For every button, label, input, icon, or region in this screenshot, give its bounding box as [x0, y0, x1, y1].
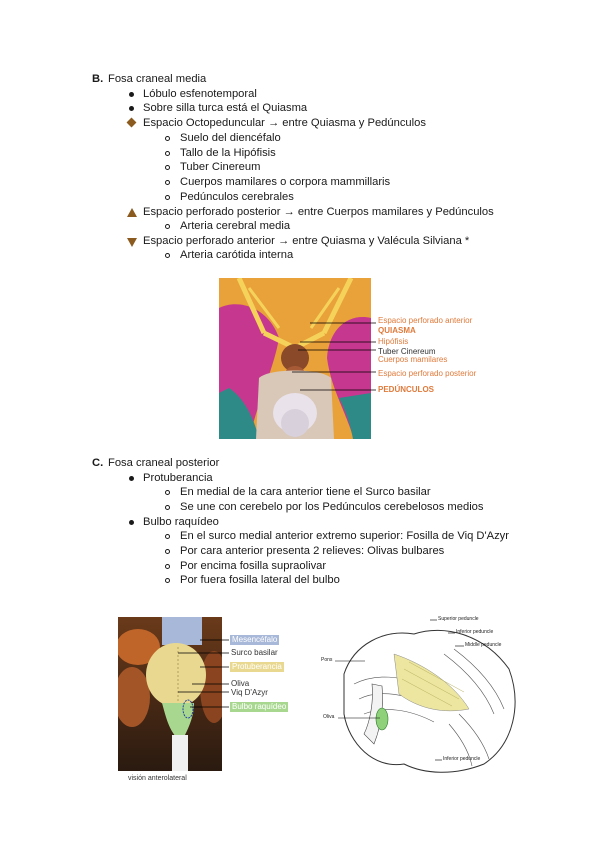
- diamond-bullet-icon: [127, 118, 137, 128]
- list-item: Tallo de la Hipófisis: [180, 147, 276, 159]
- list-item: Por cara anterior presenta 2 relieves: Olivas bulbares: [180, 545, 445, 557]
- list-item: Suelo del diencéfalo: [180, 132, 281, 144]
- bullet-dot: [129, 106, 134, 111]
- label-superior-peduncle: Superior peduncle: [438, 616, 479, 622]
- label-oliva-drawing: Oliva: [323, 714, 335, 720]
- list-item: Arteria carótida interna: [180, 249, 294, 261]
- figure-brainstem-anterolateral: [118, 617, 222, 771]
- list-item: Pedúnculos cerebrales: [180, 191, 294, 203]
- label-protuberancia: Protuberancia: [232, 662, 282, 671]
- label-espacio-perforado-anterior: Espacio perforado anterior: [378, 316, 473, 325]
- brainstem-illustration: [118, 617, 222, 771]
- bullet-dot: [129, 520, 134, 525]
- bullet-dot: [129, 476, 134, 481]
- label-pons: Pons: [321, 657, 333, 663]
- bullet-circle: [165, 564, 170, 569]
- list-item: Tuber Cinereum: [180, 161, 261, 173]
- label-quiasma: QUIASMA: [378, 326, 416, 335]
- list-item: Espacio perforado anterior → entre Quiasma y Valécula Silviana *: [143, 235, 470, 247]
- bullet-circle: [165, 151, 170, 156]
- list-item: Lóbulo esfenotemporal: [143, 88, 257, 100]
- list-item: Espacio Octopeduncular → entre Quiasma y Pedúnculos: [143, 117, 426, 129]
- brain-base-illustration: [219, 278, 371, 439]
- list-item: Por encima fosilla supraolivar: [180, 560, 327, 572]
- bullet-circle: [165, 180, 170, 185]
- list-item: En el surco medial anterior extremo superior: Fosilla de Viq D'Azyr: [180, 530, 509, 542]
- section-c-title: Fosa craneal posterior: [108, 457, 220, 469]
- label-surco-basilar: Surco basilar: [231, 648, 278, 657]
- triangle-up-icon: [127, 208, 137, 217]
- bullet-circle: [165, 490, 170, 495]
- section-b-letter: B.: [92, 73, 104, 85]
- section-c-letter: C.: [92, 457, 104, 469]
- list-item: Cuerpos mamilares o corpora mammillaris: [180, 176, 391, 188]
- label-viq-dazyr: Viq D'Azyr: [231, 688, 268, 697]
- bullet-circle: [165, 534, 170, 539]
- figure-brain-base: [219, 278, 371, 439]
- peduncles-line-drawing: [334, 614, 522, 776]
- label-inferior-peduncle-top: Inferior peduncle: [456, 629, 494, 635]
- label-oliva: Oliva: [231, 679, 250, 688]
- bullet-circle: [165, 253, 170, 258]
- label-pedunculos: PEDÚNCULOS: [378, 385, 435, 394]
- figure-cerebellar-peduncles: [334, 614, 522, 776]
- bullet-dot: [129, 92, 134, 97]
- list-item: En medial de la cara anterior tiene el Surco basilar: [180, 486, 431, 498]
- bullet-circle: [165, 505, 170, 510]
- bullet-circle: [165, 195, 170, 200]
- bullet-circle: [165, 165, 170, 170]
- list-item: Se une con cerebelo por los Pedúnculos cerebelosos medios: [180, 501, 484, 513]
- bullet-circle: [165, 136, 170, 141]
- list-item: Protuberancia: [143, 472, 213, 484]
- bullet-circle: [165, 578, 170, 583]
- list-item: Espacio perforado posterior → entre Cuerpos mamilares y Pedúnculos: [143, 206, 494, 218]
- label-mesencefalo: Mesencéfalo: [232, 635, 278, 644]
- label-inferior-peduncle-bottom: Inferior peduncle: [443, 756, 481, 762]
- list-item: Arteria cerebral media: [180, 220, 291, 232]
- label-cuerpos-mamilares: Cuerpos mamilares: [378, 355, 448, 364]
- list-item: Sobre silla turca está el Quiasma: [143, 102, 308, 114]
- list-item: Por fuera fosilla lateral del bulbo: [180, 574, 340, 586]
- bullet-circle: [165, 224, 170, 229]
- bullet-circle: [165, 549, 170, 554]
- label-espacio-perforado-posterior: Espacio perforado posterior: [378, 369, 477, 378]
- label-tuber-cinereum: Tuber Cinereum: [378, 347, 436, 356]
- label-hipofisis: Hipófisis: [378, 337, 409, 346]
- triangle-down-icon: [127, 238, 137, 247]
- label-bulbo-raquideo: Bulbo raquídeo: [232, 702, 287, 711]
- section-b-title: Fosa craneal media: [108, 73, 207, 85]
- list-item: Bulbo raquídeo: [143, 516, 219, 528]
- figure2-caption: visión anterolateral: [128, 775, 187, 782]
- label-middle-peduncle: Middle peduncle: [465, 642, 502, 648]
